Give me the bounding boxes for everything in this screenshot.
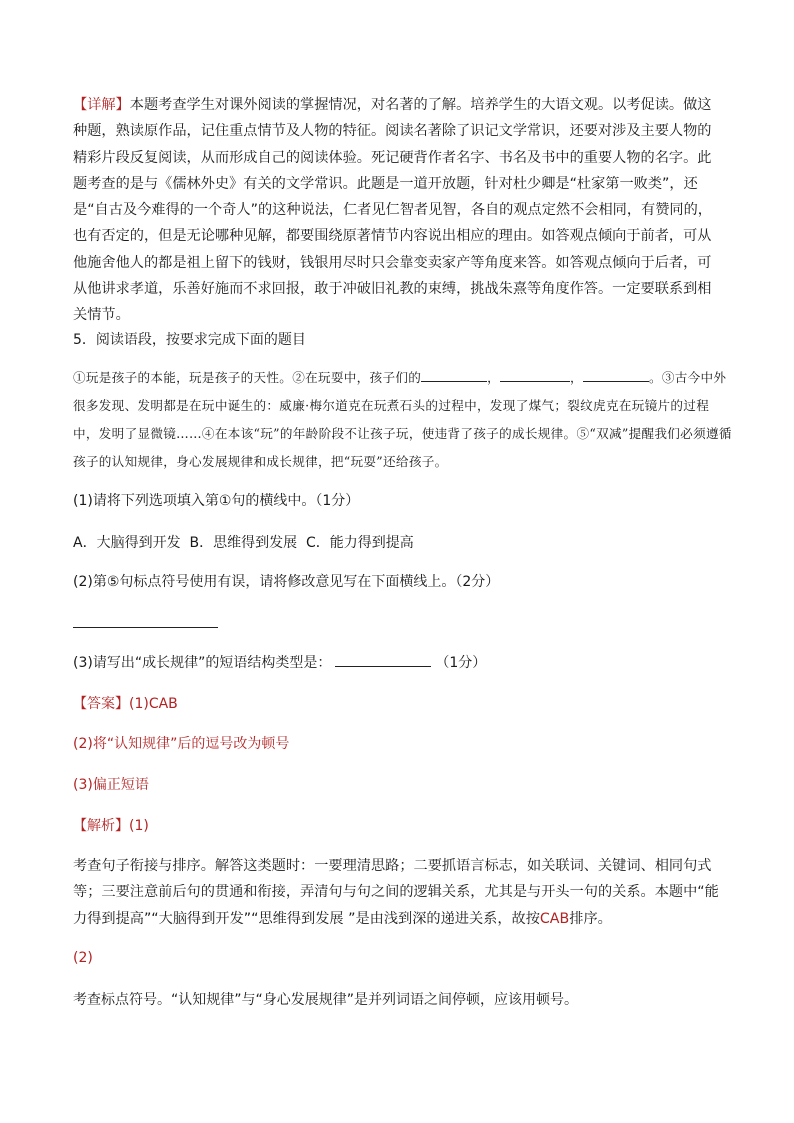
detail-paragraph: [73, 92, 723, 329]
question-3-suffix: （1分）: [435, 655, 487, 671]
detail-tag: 【详解】: [73, 97, 130, 113]
question-2: (2)第⑤句标点符号使用有误，请将修改意见写在下面横线上。（2分）: [73, 574, 500, 590]
question-3-blank: [335, 654, 431, 667]
answer-row: [73, 693, 178, 713]
passage-end-mark: 。③: [648, 370, 675, 385]
answer-tag: 【答案】: [73, 696, 129, 712]
passage-blank-1: [421, 369, 487, 382]
reading-passage: [73, 364, 733, 476]
answer-2: (2)将“认知规律”后的逗号改为顿号: [73, 736, 290, 752]
analysis-part2-text: 考查标点符号。“认知规律”与“身心发展规律”是并列词语之间停顿，应该用顿号。: [73, 992, 579, 1008]
passage-part1: ①玩是孩子的本能，玩是孩子的天性。②在玩耍中，孩子们的: [73, 370, 422, 385]
question-1: (1)请将下列选项填入第①句的横线中。（1分）: [73, 493, 360, 509]
passage-part2: 古今中外很多发现、发明都是在玩中诞生的：威廉·梅尔道克在玩煮石头的过程中，发现了煤气；裂纹虎克在玩镜片的过程中，发明了显微镜……④在本该“玩”的年龄阶段不让孩子玩，使违背了孩子的成长规律。⑤“双减”提醒我们必须遵循孩子的认知规律，身心发展规律和成长规律，把“玩耍”还给孩子。: [73, 370, 732, 469]
answer-line: [73, 627, 218, 628]
passage-sep-2: ，: [570, 370, 583, 385]
analysis-row: [73, 815, 149, 835]
analysis-part1-label: (1): [129, 818, 149, 834]
analysis-part1-text-a: 考查句子衔接与排序。解答这类题时：一要理清思路；二要抓语言标志，如关联词、关键词、相同句式等；三要注意前后句的贯通和衔接，弄清句与句之间的逻辑关系，尤其是与开头一句的关系。本题中“能力得到提高”“大脑得到开发”“思维得到发展 ”是由浅到深的递进关系，故按: [73, 858, 719, 927]
question-1-options: A．大脑得到开发 B．思维得到发展 C．能力得到提高: [73, 535, 414, 551]
analysis-code: CAB: [539, 910, 570, 927]
analysis-part1-text-b: 排序。: [569, 910, 612, 927]
question-title: 5．阅读语段，按要求完成下面的题目: [73, 332, 306, 348]
passage-blank-2: [500, 369, 570, 382]
question-3: [73, 652, 486, 672]
detail-text: 本题考查学生对课外阅读的掌握情况，对名著的了解。培养学生的大语文观。以考促读。做这种题，熟读原作品，记住重点情节及人物的特征。阅读名著除了识记文学常识，还要对涉及主要人物的精彩片段反复阅读，从而形成自己的阅读体验。死记硬背作者名字、书名及书中的重要人物的名字。此题考查的是与《儒林外史》有关的文学常识。此题是一道开放题，针对杜少卿是“杜家第一败类”，还是“自古及今难得的一个奇人”的这种说法，仁者见仁智者见智，各自的观点定然不会相同，有赞同的，也有否定的，但是无论哪种见解，都要围绕原著情节内容说出相应的理由。如答观点倾向于前者，可从他施舍他人的都是祖上留下的钱财，钱银用尽时只会靠变卖家产等角度来答。如答观点倾向于后者，可从他讲求孝道，乐善好施而不求回报，敢于冲破旧礼教的束缚，挑战朱熹等角度作答。一定要联系到相关情节。: [73, 97, 712, 324]
passage-sep-1: ，: [487, 370, 501, 385]
analysis-tag: 【解析】: [73, 818, 129, 834]
analysis-part1-text: [73, 853, 723, 932]
passage-blank-3: [583, 369, 649, 382]
question-3-prefix: (3)请写出“成长规律”的短语结构类型是：: [73, 655, 332, 671]
answer-3: (3)偏正短语: [73, 777, 149, 793]
answer-1: (1)CAB: [129, 696, 178, 712]
analysis-part2-label: (2): [73, 950, 93, 966]
